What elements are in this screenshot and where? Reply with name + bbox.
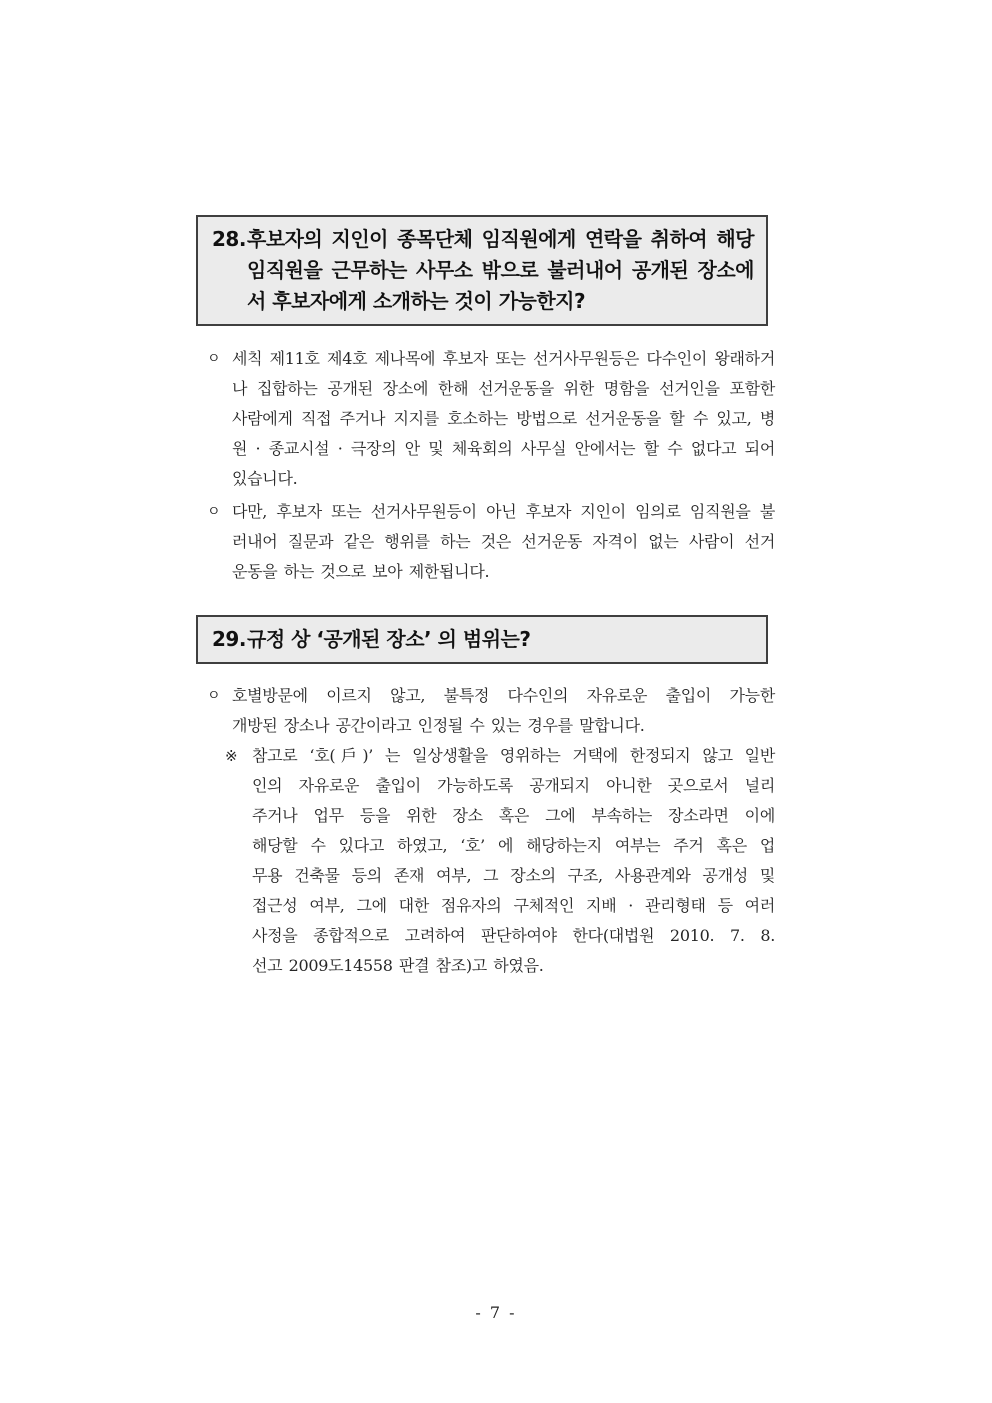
note-line: 무용 건축물 등의 존재 여부, 그 장소의 구조, 사용관계와 공개성 및 <box>252 866 775 885</box>
bullet-marker: ㅇ <box>207 504 221 520</box>
question-29-heading <box>247 624 754 655</box>
document-content <box>196 215 776 981</box>
question-28-heading-line: 후보자의 지인이 종목단체 임직원에게 연락을 취하여 해당 <box>247 227 754 251</box>
note-line: 참고로 ‘호(戶)’ 는 일상생활을 영위하는 거택에 한정되지 않고 일반 <box>252 746 775 765</box>
note-line: 선고 2009도14558 판결 참조)고 하였음. <box>252 956 544 975</box>
bullet-marker: ㅇ <box>207 688 221 704</box>
bullet-marker: ㅇ <box>207 351 221 367</box>
note-line: 사정을 종합적으로 고려하여 판단하여야 한다(대법원 2010. 7. 8. <box>252 926 775 945</box>
answer-line: 나 집합하는 공개된 장소에 한해 선거운동을 위한 명함을 선거인을 포함한 <box>232 379 775 398</box>
answer-line: 운동을 하는 것으로 보아 제한됩니다. <box>232 562 490 581</box>
question-29-number: 29. <box>212 627 246 651</box>
question-28-box <box>196 215 768 326</box>
question-29-heading-line: 규정 상 ‘공개된 장소’ 의 범위는? <box>247 627 531 651</box>
answer-paragraph <box>205 497 775 587</box>
note-line: 접근성 여부, 그에 대한 점유자의 구체적인 지배 · 관리형태 등 여러 <box>252 896 775 915</box>
answer-paragraph <box>205 681 775 741</box>
question-28-number: 28. <box>212 227 246 251</box>
section-q29 <box>196 615 776 981</box>
section-q28 <box>196 215 776 587</box>
answer-line: 러내어 질문과 같은 행위를 하는 것은 선거운동 자격이 없는 사람이 선거 <box>232 532 775 551</box>
note-line: 인의 자유로운 출입이 가능하도록 공개되지 아니한 곳으로서 널리 <box>252 776 775 795</box>
answer-line: 호별방문에 이르지 않고, 불특정 다수인의 자유로운 출입이 가능한 <box>232 686 775 705</box>
answer-line: 세칙 제11호 제4호 제나목에 후보자 또는 선거사무원등은 다수인이 왕래하거 <box>232 349 775 368</box>
answer-line: 있습니다. <box>232 469 298 488</box>
reference-marker: ※ <box>225 747 238 765</box>
answer-line: 사람에게 직접 주거나 지지를 호소하는 방법으로 선거운동을 할 수 있고, 병 <box>232 409 775 428</box>
answer-line: 원 · 종교시설 · 극장의 안 및 체육회의 사무실 안에서는 할 수 없다고 되어 <box>232 439 775 458</box>
question-28-heading-line: 임직원을 근무하는 사무소 밖으로 불러내어 공개된 장소에 <box>247 258 754 282</box>
answer-line: 다만, 후보자 또는 선거사무원등이 아닌 후보자 지인이 임의로 임직원을 불 <box>232 502 775 521</box>
question-28-heading <box>247 224 754 317</box>
question-29-box <box>196 615 768 664</box>
question-28-heading-line: 서 후보자에게 소개하는 것이 가능한지? <box>247 289 586 313</box>
answer-line: 개방된 장소나 공간이라고 인정될 수 있는 경우를 말합니다. <box>232 716 645 735</box>
page-number: - 7 - <box>475 1303 517 1322</box>
note-line: 해당할 수 있다고 하였고, ‘호’ 에 해당하는지 여부는 주거 혹은 업 <box>252 836 775 855</box>
answer-paragraph <box>205 344 775 494</box>
note-line: 주거나 업무 등을 위한 장소 혹은 그에 부속하는 장소라면 이에 <box>252 806 775 825</box>
answer-28-body <box>205 344 775 587</box>
answer-29-body <box>205 681 775 981</box>
reference-note-block <box>225 741 775 981</box>
